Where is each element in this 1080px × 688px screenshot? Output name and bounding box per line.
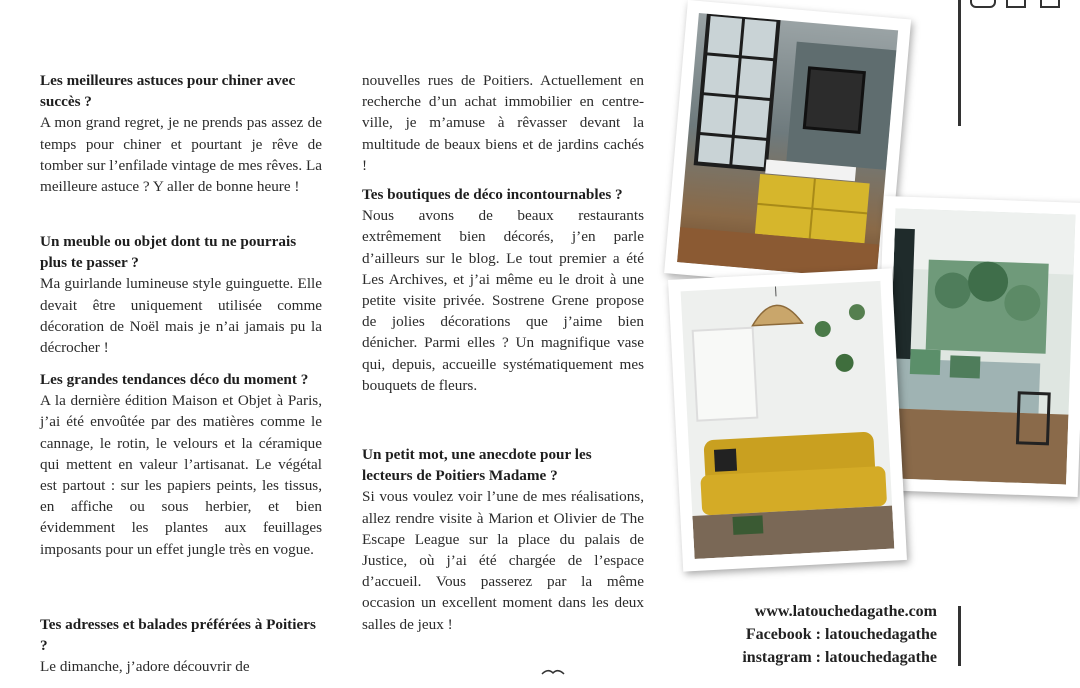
question-heading: Tes boutiques de déco incontournables ? [362,186,623,203]
question-heading: Un petit mot, une anecdote pour les lecteurs de Poitiers Madame ? [362,446,592,485]
bathroom-photo [664,0,911,292]
qa-block [40,369,322,570]
facebook-link[interactable]: Facebook : latouchedagathe [745,626,937,643]
qa-block [362,70,644,186]
qa-block [40,70,322,207]
question-heading: Les grandes tendances déco du moment ? [40,371,309,388]
question-heading: Tes adresses et balades préférées à Poitiers ? [40,616,316,655]
website-link[interactable]: www.latouchedagathe.com [754,603,937,620]
page-icons [970,0,1060,6]
yellow-sofa-photo [668,268,907,571]
answer-text: A mon grand regret, je ne prends pas assez de temps pour chiner et pourtant je rêve de tomber sur l’enfilade vintage de mes rêves. La meilleure astuce ? Y aller de bonne heure ! [40,114,322,196]
circle-icon [970,0,996,8]
question-heading: Un meuble ou objet dont tu ne pourrais plus te passer ? [40,233,297,272]
qa-block [362,444,644,645]
square-icon [1006,0,1026,8]
answer-text: Si vous voulez voir l’une de mes réalisations, allez rendre visite à Marion et Olivier de The Escape League sur la place du palais de Justice, où j’ai été chargée de l’espace d’accueil. Vous passerez par la même occasion un excellent moment dans les deux salles de jeux ! [362,488,644,633]
answer-text: Ma guirlande lumineuse style guinguette. Elle devait être uniquement utilisée comme décoration de Noël mais je n’ai jamais pu la décrocher ! [40,275,322,357]
qa-block [40,231,322,368]
living-room-photo [874,196,1080,497]
answer-text: nouvelles rues de Poitiers. Actuellement en recherche d’un achat immobilier en centre-ville, je m’amuse à rêvasser devant la multitude de beaux biens et de jardins cachés ! [362,72,644,174]
divider [958,606,961,666]
qa-block [40,614,322,688]
square-icon [1040,0,1060,8]
answer-text: Nous avons de beaux restaurants extrêmement bien décorés, j’en parle d’ailleurs sur le blog. Le tout premier a été Les Archives, et j’ai même eu le droit à une petite visite privée. Sostrene Grene propose de jolies décorations que j’aime bien dénicher. Parmi elles ? Un magnifique vase qui, depuis, accueille systématiquement mes bouquets de fleurs. [362,207,644,394]
instagram-link[interactable]: instagram : latouchedagathe [742,649,937,666]
qa-block [362,184,644,406]
divider [958,0,961,126]
question-heading: Les meilleures astuces pour chiner avec succès ? [40,72,296,111]
answer-text: Le dimanche, j’adore découvrir de [40,658,250,676]
answer-text: A la dernière édition Maison et Objet à Paris, j’ai été envoûtée par des matières comme le cannage, le rotin, le velours et la céramique qui mettent en valeur l’artisanat. Le végétal est partout : sur les papiers peints, les tissus, en affiche ou sous herbier, et bien évidemment les plantes aux feuillages imposants pour un effet jungle très en vogue. [40,392,322,558]
